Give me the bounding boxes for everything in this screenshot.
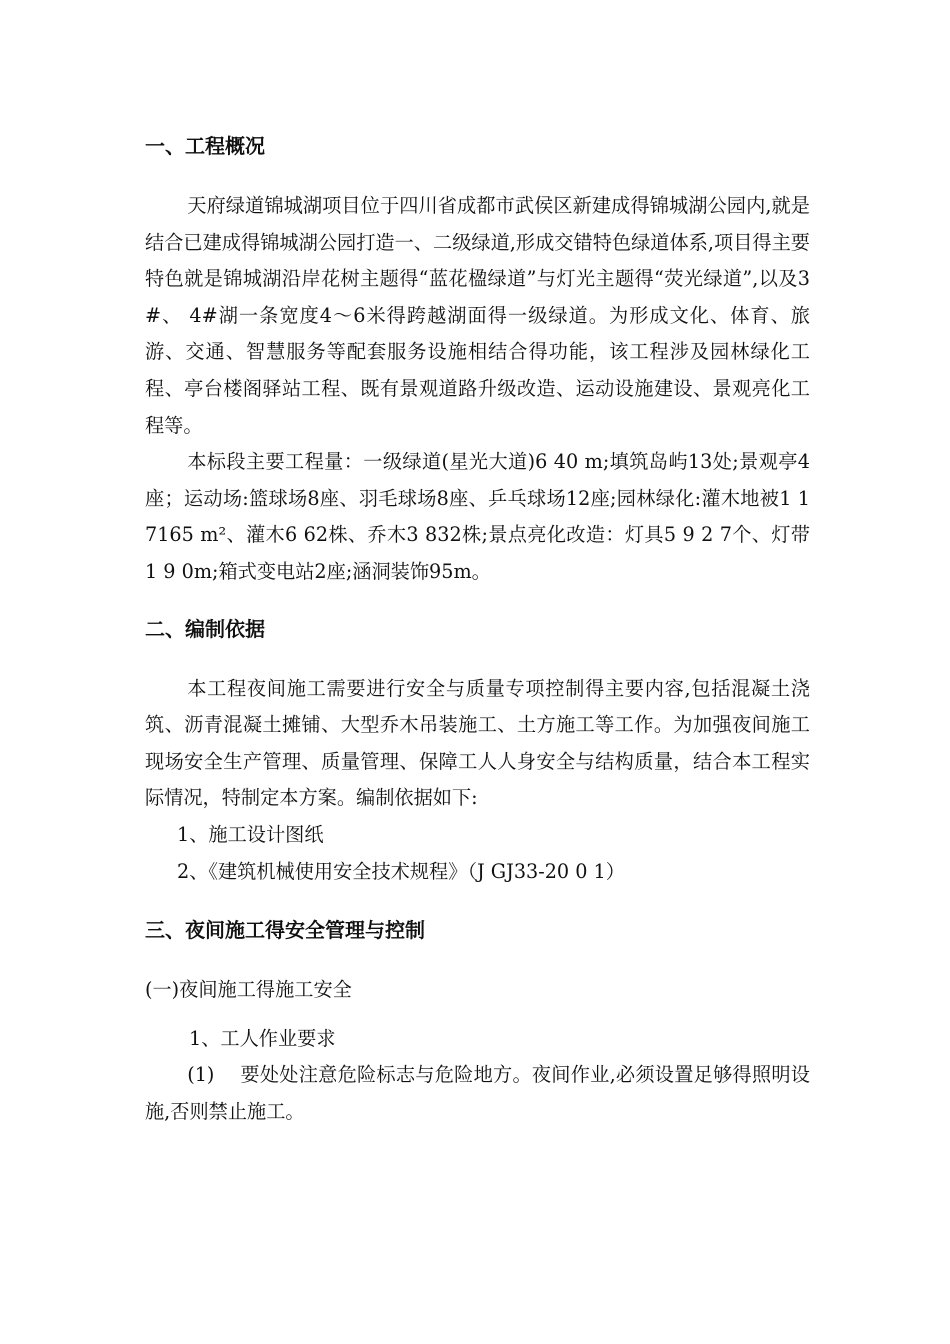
basis-paragraph: 本工程夜间施工需要进行安全与质量专项控制得主要内容,包括混凝土浇筑、沥青混凝土摊铺、大型乔木吊装施工、土方施工等工作。为加强夜间施工现场安全生产管理、质量管理、保障工人人身安全与结构质量，结合本工程实际情况，特制定本方案。编制依据如下: — [145, 676, 810, 810]
quantities-paragraph: 本标段主要工程量：一级绿道(星光大道)6 40 m;填筑岛屿13处;景观亭4座；运动场:篮球场8座、羽毛球场8座、乒乓球场12座;园林绿化:灌木地被1 1 7165 m²、灌木6 62株、乔木3 832株;景点亮化改造：灯具5 9 2 7个、灯带1 9 0m;箱式变电站2座;涵洞装饰95m。 — [145, 450, 810, 583]
requirement-paragraph: (1) 要处处注意危险标志与危险地方。夜间作业,必须设置足够得照明设施,否则禁止施工。 — [145, 1063, 810, 1123]
item-title-worker-requirements: 1、工人作业要求 — [189, 1026, 336, 1050]
basis-list-item: 1、施工设计图纸 — [177, 822, 324, 846]
sub-heading-construction-safety: (一)夜间施工得施工安全 — [145, 978, 352, 1002]
section-heading-safety: 三、夜间施工得安全管理与控制 — [145, 918, 425, 943]
section-heading-basis: 二、编制依据 — [145, 616, 265, 641]
overview-paragraph: 天府绿道锦城湖项目位于四川省成都市武侯区新建成得锦城湖公园内,就是结合已建成得锦城湖公园打造一、二级绿道,形成交错特色绿道体系,项目得主要特色就是锦城湖沿岸花树主题得“蓝花楹绿道”与灯光主题得“荧光绿道”,以及3#、 4#湖一条宽度4～6米得跨越湖面得一级绿道。为形成文化、体育、旅游、交通、智慧服务等配套服务设施相结合得功能，该工程涉及园林绿化工程、亭台楼阁驿站工程、既有景观道路升级改造、运动设施建设、景观亮化工程等。 — [145, 194, 810, 437]
section-heading-overview: 一、工程概况 — [145, 134, 265, 158]
basis-list-item: 2、《建筑机械使用安全技术规程》（J GJ33-20 0 1） — [177, 859, 625, 883]
document-page — [145, 128, 810, 1130]
